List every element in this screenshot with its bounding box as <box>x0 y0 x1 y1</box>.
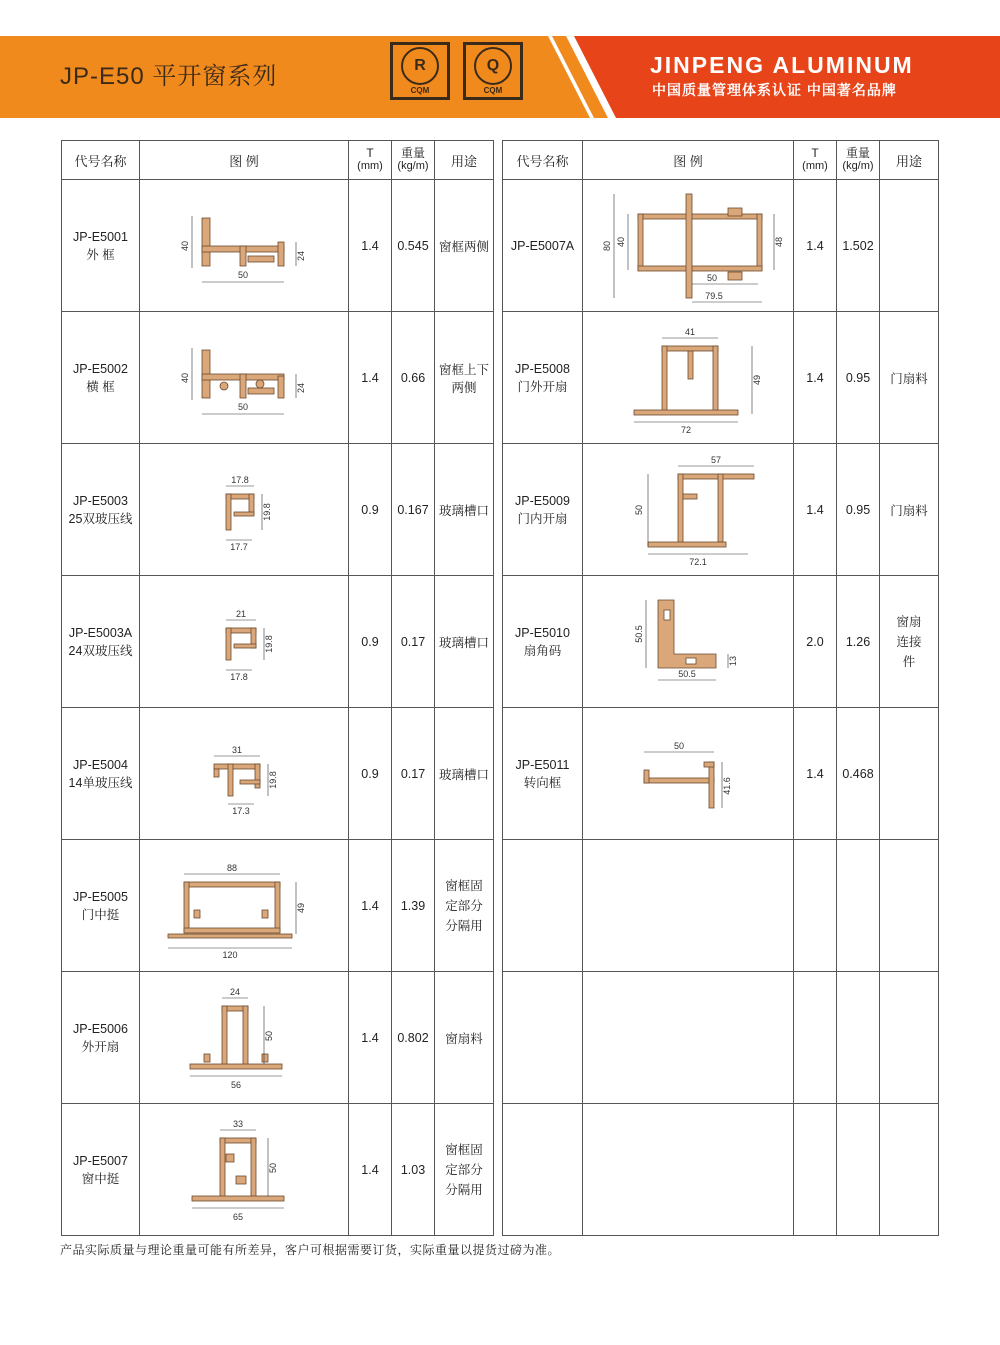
empty-cell <box>837 972 880 1104</box>
use-cell: 玻璃槽口 <box>435 444 494 576</box>
use-cell: 门扇料 <box>880 312 939 444</box>
dimension-label: 57 <box>710 454 722 465</box>
product-code: JP-E5003 <box>73 493 128 508</box>
figure-cell <box>583 576 794 708</box>
dimension-label: 17.8 <box>231 474 249 485</box>
code-cell <box>503 444 583 576</box>
dimension-label: 120 <box>222 949 238 960</box>
table-row <box>62 180 494 312</box>
empty-cell <box>880 972 939 1104</box>
figure-cell <box>140 576 349 708</box>
dimension-label: 50 <box>268 1162 278 1173</box>
use-cell: 窗框固定部分分隔用 <box>435 1104 494 1236</box>
brand-name: JINPENG ALUMINUM <box>650 52 914 78</box>
weight-cell: 0.95 <box>837 312 880 444</box>
thickness-cell: 1.4 <box>349 180 392 312</box>
figure-cell <box>140 972 349 1104</box>
weight-cell: 0.17 <box>392 708 435 840</box>
dimension-label: 50 <box>237 269 249 280</box>
weight-cell: 1.03 <box>392 1104 435 1236</box>
header-code: 代号名称 <box>503 141 583 180</box>
dimension-label: 65 <box>232 1211 244 1222</box>
dimension-label: 79.5 <box>705 290 723 301</box>
product-name: 24双玻压线 <box>68 643 133 658</box>
header-t-unit: (mm) <box>357 160 383 172</box>
use-cell <box>880 180 939 312</box>
thickness-cell: 0.9 <box>349 708 392 840</box>
profile-drawing-e5002 <box>144 318 344 438</box>
header-t: T <box>366 146 374 160</box>
empty-cell <box>880 1104 939 1236</box>
dimension-label: 50 <box>264 1030 274 1041</box>
product-name: 门内开扇 <box>517 511 568 526</box>
figure-cell <box>140 1104 349 1236</box>
code-cell <box>62 312 140 444</box>
cqm-r-certification-badge <box>390 42 450 100</box>
header-t-unit: (mm) <box>802 160 828 172</box>
header-t: T <box>811 146 819 160</box>
weight-cell: 0.167 <box>392 444 435 576</box>
header-w-unit: (kg/m) <box>842 160 874 172</box>
empty-cell <box>503 1104 583 1236</box>
dimension-label: 40 <box>180 240 190 251</box>
dimension-label: 50 <box>706 272 718 283</box>
use-cell: 窗扇连接件 <box>880 576 939 708</box>
empty-row <box>503 840 939 972</box>
profile-drawing-e5010 <box>588 582 788 702</box>
empty-cell <box>794 1104 837 1236</box>
product-code: JP-E5005 <box>73 889 128 904</box>
dimension-label: 40 <box>616 236 626 247</box>
empty-cell <box>837 1104 880 1236</box>
empty-cell <box>880 840 939 972</box>
thickness-cell: 2.0 <box>794 576 837 708</box>
product-code: JP-E5008 <box>515 361 570 376</box>
product-name: 转向框 <box>523 775 562 790</box>
header-w: 重量 <box>400 146 425 160</box>
use-cell: 窗框固定部分分隔用 <box>435 840 494 972</box>
brand-tagline: 中国质量管理体系认证 中国著名品牌 <box>652 82 897 98</box>
empty-cell <box>503 840 583 972</box>
header-use: 用途 <box>880 141 939 180</box>
profile-drawing-e5004 <box>144 714 344 834</box>
product-name: 门外开扇 <box>517 379 568 394</box>
figure-cell <box>140 840 349 972</box>
dimension-label: 56 <box>230 1079 242 1090</box>
cert-label: CQM <box>483 86 503 95</box>
thickness-cell: 1.4 <box>794 312 837 444</box>
weight-cell: 0.66 <box>392 312 435 444</box>
code-cell <box>62 840 140 972</box>
profile-drawing-e5003a <box>144 582 344 702</box>
thickness-cell: 1.4 <box>349 312 392 444</box>
dimension-label: 49 <box>752 374 762 385</box>
thickness-cell: 1.4 <box>794 708 837 840</box>
product-code: JP-E5007 <box>73 1153 128 1168</box>
dimension-label: 17.3 <box>232 805 250 816</box>
page-title: JP-E50 平开窗系列 <box>60 63 278 90</box>
table-header-row <box>503 141 939 180</box>
product-code: JP-E5009 <box>515 493 570 508</box>
dimension-label: 40 <box>180 372 190 383</box>
empty-cell <box>837 840 880 972</box>
weight-cell: 1.39 <box>392 840 435 972</box>
product-name: 14单玻压线 <box>68 775 133 790</box>
table-row <box>503 708 939 840</box>
dimension-label: 19.8 <box>268 770 278 789</box>
table-row <box>503 576 939 708</box>
dimension-label: 72.1 <box>689 556 707 567</box>
dimension-label: 50.5 <box>678 668 696 679</box>
empty-row <box>503 1104 939 1236</box>
thickness-cell: 0.9 <box>349 576 392 708</box>
table-row <box>503 444 939 576</box>
product-code: JP-E5006 <box>73 1021 128 1036</box>
product-code: JP-E5011 <box>515 757 570 772</box>
header-use: 用途 <box>435 141 494 180</box>
product-code: JP-E5007A <box>510 238 575 253</box>
header-weight <box>392 141 435 180</box>
profile-drawing-e5006 <box>144 978 344 1098</box>
cert-label: CQM <box>410 86 430 95</box>
header-w: 重量 <box>845 146 870 160</box>
profile-drawing-e5009 <box>588 450 788 570</box>
dimension-label: 49 <box>296 902 306 913</box>
header-figure: 图 例 <box>140 141 349 180</box>
thickness-cell: 1.4 <box>794 180 837 312</box>
code-cell <box>62 972 140 1104</box>
weight-cell: 0.545 <box>392 180 435 312</box>
product-name: 横 框 <box>86 379 115 394</box>
use-cell: 门扇料 <box>880 444 939 576</box>
profile-drawing-e5003 <box>144 450 344 570</box>
header-weight <box>837 141 880 180</box>
dimension-label: 17.7 <box>230 541 248 552</box>
header-w-unit: (kg/m) <box>397 160 429 172</box>
dimension-label: 88 <box>226 862 238 873</box>
thickness-cell: 1.4 <box>349 1104 392 1236</box>
disclaimer-footnote: 产品实际质量与理论重量可能有所差异，客户可根据需要订货，实际重量以提货过磅为准。 <box>60 1243 561 1257</box>
cert-mark: R <box>401 47 439 85</box>
table-row <box>62 444 494 576</box>
code-cell <box>503 180 583 312</box>
empty-cell <box>794 840 837 972</box>
use-cell: 窗扇料 <box>435 972 494 1104</box>
table-row <box>62 708 494 840</box>
use-cell: 窗框上下两侧 <box>435 312 494 444</box>
empty-row <box>503 972 939 1104</box>
code-cell <box>62 180 140 312</box>
figure-cell <box>140 444 349 576</box>
profile-drawing-e5005 <box>144 846 344 966</box>
code-cell <box>62 708 140 840</box>
dimension-label: 50.5 <box>634 624 644 643</box>
weight-cell: 1.26 <box>837 576 880 708</box>
weight-cell: 0.95 <box>837 444 880 576</box>
profile-drawing-e5011 <box>588 714 788 834</box>
left-spec-table <box>61 140 494 1236</box>
weight-cell: 1.502 <box>837 180 880 312</box>
dimension-label: 80 <box>602 240 612 251</box>
table-row <box>62 576 494 708</box>
product-code: JP-E5002 <box>73 361 128 376</box>
dimension-label: 24 <box>229 986 241 997</box>
cert-mark: Q <box>474 47 512 85</box>
code-cell <box>62 444 140 576</box>
code-cell <box>503 312 583 444</box>
code-cell <box>503 576 583 708</box>
code-cell <box>503 708 583 840</box>
dimension-label: 13 <box>728 655 738 666</box>
figure-cell <box>140 312 349 444</box>
table-header-row <box>62 141 494 180</box>
profile-drawing-e5008 <box>588 318 788 438</box>
cqm-q-certification-badge <box>463 42 523 100</box>
right-spec-table <box>502 140 939 1236</box>
dimension-label: 50 <box>237 401 249 412</box>
product-name: 外开扇 <box>81 1039 120 1054</box>
dimension-label: 50 <box>634 504 644 515</box>
product-name: 门中挺 <box>81 907 120 922</box>
product-code: JP-E5003A <box>68 625 133 640</box>
figure-cell <box>583 444 794 576</box>
use-cell: 窗框两侧 <box>435 180 494 312</box>
empty-cell <box>583 1104 794 1236</box>
dimension-label: 19.8 <box>264 634 274 653</box>
code-cell <box>62 1104 140 1236</box>
table-row <box>503 312 939 444</box>
empty-cell <box>503 972 583 1104</box>
product-name: 扇角码 <box>523 643 562 658</box>
weight-cell: 0.17 <box>392 576 435 708</box>
figure-cell <box>583 708 794 840</box>
dimension-label: 21 <box>235 608 247 619</box>
header-thickness <box>794 141 837 180</box>
empty-cell <box>794 972 837 1104</box>
figure-cell <box>583 180 794 312</box>
product-name: 外 框 <box>86 247 115 262</box>
code-cell <box>62 576 140 708</box>
table-row <box>62 312 494 444</box>
dimension-label: 48 <box>774 236 784 247</box>
profile-drawing-e5007a <box>588 184 788 308</box>
profile-drawing-e5001 <box>144 186 344 306</box>
thickness-cell: 1.4 <box>349 840 392 972</box>
figure-cell <box>140 708 349 840</box>
product-code: JP-E5010 <box>515 625 570 640</box>
header-thickness <box>349 141 392 180</box>
dimension-label: 41.6 <box>722 776 732 795</box>
profile-drawing-e5007 <box>144 1110 344 1230</box>
figure-cell <box>583 312 794 444</box>
table-row <box>62 840 494 972</box>
use-cell <box>880 708 939 840</box>
use-cell: 玻璃槽口 <box>435 576 494 708</box>
dimension-label: 72 <box>680 424 692 435</box>
dimension-label: 24 <box>296 382 306 393</box>
thickness-cell: 1.4 <box>794 444 837 576</box>
thickness-cell: 1.4 <box>349 972 392 1104</box>
product-code: JP-E5001 <box>73 229 128 244</box>
dimension-label: 24 <box>296 250 306 261</box>
use-cell: 玻璃槽口 <box>435 708 494 840</box>
dimension-label: 33 <box>232 1118 244 1129</box>
header-banner <box>0 0 1000 118</box>
product-name: 25双玻压线 <box>68 511 133 526</box>
dimension-label: 41 <box>684 326 696 337</box>
dimension-label: 17.8 <box>230 671 248 682</box>
figure-cell <box>140 180 349 312</box>
dimension-label: 31 <box>231 744 243 755</box>
weight-cell: 0.802 <box>392 972 435 1104</box>
product-code: JP-E5004 <box>73 757 128 772</box>
thickness-cell: 0.9 <box>349 444 392 576</box>
header-code: 代号名称 <box>62 141 140 180</box>
dimension-label: 50 <box>673 740 685 751</box>
product-name: 窗中挺 <box>81 1171 120 1186</box>
weight-cell: 0.468 <box>837 708 880 840</box>
header-figure: 图 例 <box>583 141 794 180</box>
table-row <box>62 972 494 1104</box>
empty-cell <box>583 840 794 972</box>
table-row <box>62 1104 494 1236</box>
dimension-label: 19.8 <box>262 502 272 521</box>
empty-cell <box>583 972 794 1104</box>
table-row <box>503 180 939 312</box>
